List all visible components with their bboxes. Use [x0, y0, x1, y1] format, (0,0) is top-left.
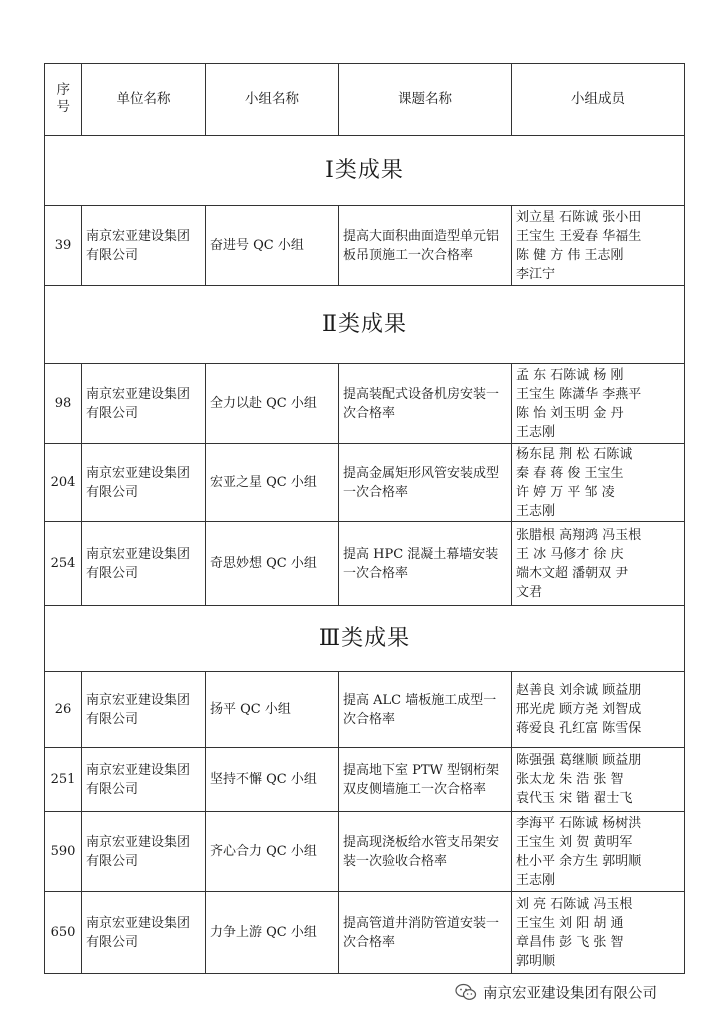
member-line: 许 婷 万 平 邹 凌	[516, 484, 615, 500]
header-group: 小组名称	[206, 64, 339, 136]
row-number: 98	[45, 364, 82, 444]
category-title: Ⅰ类成果	[45, 136, 685, 206]
table-row	[45, 206, 685, 286]
member-line: 陈强强 葛继顺 顾益朋	[516, 753, 642, 768]
member-line: 郭明顺	[516, 953, 556, 969]
member-line: 王宝生 刘 阳 胡 通	[516, 915, 624, 931]
unit-name: 南京宏亚建设集团有限公司	[82, 522, 206, 606]
unit-name: 南京宏亚建设集团有限公司	[82, 206, 206, 286]
unit-name: 南京宏亚建设集团有限公司	[82, 364, 206, 444]
member-line: 李海平 石陈诚 杨树洪	[516, 815, 642, 831]
table-row	[45, 522, 685, 606]
group-name: 扬平 QC 小组	[206, 672, 339, 748]
award-table	[44, 63, 685, 974]
topic-name: 提高大面积曲面造型单元铝板吊顶施工一次合格率	[339, 206, 512, 286]
member-line: 王宝生 王爱春 华福生	[516, 228, 642, 244]
group-members	[512, 206, 685, 286]
table-row	[45, 444, 685, 522]
table-row	[45, 364, 685, 444]
group-name: 奋进号 QC 小组	[206, 206, 339, 286]
member-line: 蒋爱良 孔红富 陈雪保	[516, 721, 642, 736]
member-line: 王 冰 马修才 徐 庆	[516, 546, 624, 562]
category-row	[45, 286, 685, 364]
table-row	[45, 812, 685, 892]
table-row	[45, 672, 685, 748]
category-title: Ⅲ类成果	[45, 606, 685, 672]
table-row	[45, 748, 685, 812]
topic-name: 提高装配式设备机房安装一次合格率	[339, 364, 512, 444]
group-members	[512, 812, 685, 892]
row-number: 39	[45, 206, 82, 286]
member-line: 刘 亮 石陈诚 冯玉根	[516, 896, 633, 912]
wechat-icon	[455, 983, 477, 1001]
row-number: 204	[45, 444, 82, 522]
member-line: 刘立星 石陈诚 张小田	[516, 209, 642, 225]
member-line: 王宝生 刘 贺 黄明军	[516, 834, 633, 850]
category-title: Ⅱ类成果	[45, 286, 685, 364]
group-members	[512, 364, 685, 444]
member-line: 陈 怡 刘玉明 金 丹	[516, 405, 624, 421]
header-no-text: 序号	[56, 82, 70, 115]
table-header-row	[45, 64, 685, 136]
group-name: 力争上游 QC 小组	[206, 892, 339, 974]
header-no	[45, 64, 82, 136]
member-line: 杜小平 余方生 郭明顺	[516, 853, 642, 869]
header-unit: 单位名称	[82, 64, 206, 136]
member-line: 王志刚	[516, 424, 556, 440]
group-members	[512, 892, 685, 974]
topic-name: 提高 ALC 墙板施工成型一次合格率	[339, 672, 512, 748]
member-line: 张腊根 高翔鸿 冯玉根	[516, 527, 642, 543]
row-number: 590	[45, 812, 82, 892]
member-line: 王宝生 陈潇华 李燕平	[516, 386, 642, 402]
row-number: 26	[45, 672, 82, 748]
footer-text: 南京宏亚建设集团有限公司	[483, 985, 657, 1002]
member-line: 杨东昆 荆 松 石陈诚	[516, 446, 633, 462]
member-line: 秦 春 蒋 俊 王宝生	[516, 465, 624, 481]
category-row	[45, 606, 685, 672]
member-line: 陈 健 方 伟 王志刚	[516, 247, 624, 263]
header-topic: 课题名称	[339, 64, 512, 136]
category-row	[45, 136, 685, 206]
group-members	[512, 672, 685, 748]
row-number: 254	[45, 522, 82, 606]
table-body	[45, 136, 685, 974]
group-name: 坚持不懈 QC 小组	[206, 748, 339, 812]
topic-name: 提高管道井消防管道安装一次合格率	[339, 892, 512, 974]
unit-name: 南京宏亚建设集团有限公司	[82, 812, 206, 892]
row-number: 251	[45, 748, 82, 812]
group-name: 齐心合力 QC 小组	[206, 812, 339, 892]
member-line: 文君	[516, 584, 543, 600]
member-line: 袁代玉 宋 锴 翟士飞	[516, 791, 633, 806]
topic-name: 提高现浇板给水管支吊架安装一次验收合格率	[339, 812, 512, 892]
group-members	[512, 748, 685, 812]
unit-name: 南京宏亚建设集团有限公司	[82, 748, 206, 812]
member-line: 赵善良 刘余诚 顾益朋	[516, 683, 642, 698]
member-line: 王志刚	[516, 872, 556, 888]
unit-name: 南京宏亚建设集团有限公司	[82, 892, 206, 974]
table-row	[45, 892, 685, 974]
unit-name: 南京宏亚建设集团有限公司	[82, 672, 206, 748]
row-number: 650	[45, 892, 82, 974]
member-line: 李江宁	[516, 266, 556, 282]
topic-name: 提高金属矩形风管安装成型一次合格率	[339, 444, 512, 522]
member-line: 端木文超 潘朝双 尹	[516, 565, 629, 581]
group-members	[512, 444, 685, 522]
unit-name: 南京宏亚建设集团有限公司	[82, 444, 206, 522]
group-name: 全力以赴 QC 小组	[206, 364, 339, 444]
group-name: 奇思妙想 QC 小组	[206, 522, 339, 606]
member-line: 章昌伟 彭 飞 张 智	[516, 934, 624, 950]
group-members	[512, 522, 685, 606]
member-line: 孟 东 石陈诚 杨 刚	[516, 367, 624, 383]
member-line: 张太龙 朱 浩 张 智	[516, 772, 624, 787]
header-members: 小组成员	[512, 64, 685, 136]
member-line: 王志刚	[516, 503, 556, 519]
topic-name: 提高 HPC 混凝土幕墙安装一次合格率	[339, 522, 512, 606]
member-line: 邢光虎 顾方尧 刘智成	[516, 702, 642, 717]
group-name: 宏亚之星 QC 小组	[206, 444, 339, 522]
topic-name: 提高地下室 PTW 型钢桁架双皮侧墙施工一次合格率	[339, 748, 512, 812]
footer-watermark	[455, 978, 657, 1006]
